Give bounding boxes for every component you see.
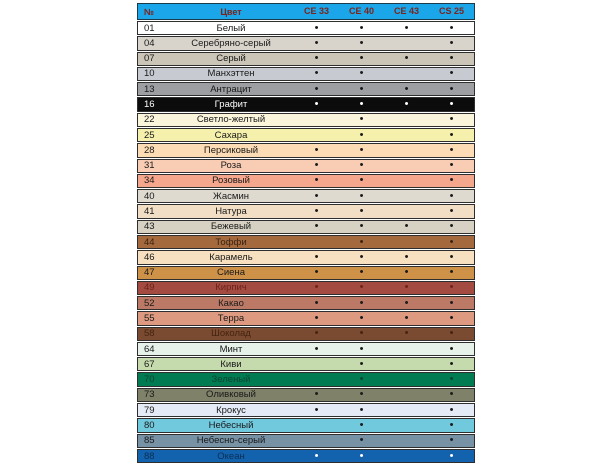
color-name: Розовый bbox=[212, 175, 250, 187]
color-name: Персиковый bbox=[203, 144, 259, 156]
availability-dot-ce33: • bbox=[314, 159, 319, 172]
table-row bbox=[137, 434, 475, 448]
availability-dot-cs25: • bbox=[449, 434, 454, 447]
availability-dot-ce40: • bbox=[359, 373, 364, 386]
row-number: 79 bbox=[144, 404, 155, 416]
availability-dot-ce33: • bbox=[314, 388, 319, 401]
availability-dot-ce33: • bbox=[314, 281, 319, 294]
availability-dot-ce33: • bbox=[314, 82, 319, 95]
color-name: Антрацит bbox=[210, 83, 252, 95]
availability-dot-ce43: • bbox=[404, 296, 409, 309]
color-name: Океан bbox=[217, 450, 245, 462]
availability-dot-cs25: • bbox=[449, 357, 454, 370]
availability-dot-ce33: • bbox=[314, 21, 319, 34]
color-name: Зеленый bbox=[211, 374, 251, 386]
table-row bbox=[137, 128, 475, 142]
table-row bbox=[137, 388, 475, 402]
row-number: 70 bbox=[144, 374, 155, 386]
availability-dot-ce40: • bbox=[359, 52, 364, 65]
availability-dot-ce40: • bbox=[359, 189, 364, 202]
availability-dot-cs25: • bbox=[449, 143, 454, 156]
row-number: 58 bbox=[144, 328, 155, 340]
row-number: 04 bbox=[144, 37, 155, 49]
availability-dot-cs25: • bbox=[449, 296, 454, 309]
table-row bbox=[137, 372, 475, 386]
table-row bbox=[137, 143, 475, 157]
availability-dot-ce33: • bbox=[314, 67, 319, 80]
row-number: 52 bbox=[144, 297, 155, 309]
header-cell-ce43: CE 43 bbox=[393, 6, 419, 16]
row-number: 34 bbox=[144, 175, 155, 187]
header-cell-color: Цвет bbox=[220, 6, 242, 17]
color-name: Кирпич bbox=[215, 282, 247, 294]
availability-dot-cs25: • bbox=[449, 388, 454, 401]
availability-dot-ce40: • bbox=[359, 67, 364, 80]
color-name: Минт bbox=[219, 343, 243, 355]
availability-dot-ce43: • bbox=[404, 281, 409, 294]
row-number: 44 bbox=[144, 236, 155, 248]
availability-dot-ce40: • bbox=[359, 113, 364, 126]
row-number: 67 bbox=[144, 358, 155, 370]
table-row bbox=[137, 113, 475, 127]
row-number: 01 bbox=[144, 22, 155, 34]
availability-dot-ce33: • bbox=[314, 449, 319, 462]
color-name: Сиена bbox=[217, 267, 245, 279]
availability-dot-cs25: • bbox=[449, 418, 454, 431]
color-palette-table bbox=[137, 3, 475, 463]
color-name: Небесный bbox=[208, 419, 254, 431]
table-row bbox=[137, 174, 475, 188]
color-name: Шоколад bbox=[211, 328, 251, 340]
row-number: 85 bbox=[144, 435, 155, 447]
availability-dot-ce33: • bbox=[314, 296, 319, 309]
availability-dot-ce40: • bbox=[359, 205, 364, 218]
availability-dot-cs25: • bbox=[449, 373, 454, 386]
availability-dot-ce40: • bbox=[359, 281, 364, 294]
header-cell-cs25: CS 25 bbox=[438, 6, 464, 16]
availability-dot-ce40: • bbox=[359, 342, 364, 355]
availability-dot-cs25: • bbox=[449, 311, 454, 324]
table-row bbox=[137, 189, 475, 203]
availability-dot-cs25: • bbox=[449, 21, 454, 34]
color-name: Карамель bbox=[209, 251, 253, 263]
availability-dot-cs25: • bbox=[449, 159, 454, 172]
row-number: 22 bbox=[144, 114, 155, 126]
table-row bbox=[137, 357, 475, 371]
availability-dot-ce40: • bbox=[359, 21, 364, 34]
table-row bbox=[137, 97, 475, 111]
color-name: Серебряно-серый bbox=[191, 37, 271, 49]
header-cell-ce33: CE 33 bbox=[303, 6, 329, 16]
availability-dot-ce40: • bbox=[359, 82, 364, 95]
availability-dot-ce40: • bbox=[359, 220, 364, 233]
availability-dot-ce40: • bbox=[359, 403, 364, 416]
table-row bbox=[137, 36, 475, 50]
header-cell-number: № bbox=[144, 6, 155, 17]
row-number: 10 bbox=[144, 68, 155, 80]
availability-dot-ce33: • bbox=[314, 98, 319, 111]
availability-dot-ce33: • bbox=[314, 266, 319, 279]
availability-dot-cs25: • bbox=[449, 449, 454, 462]
row-number: 41 bbox=[144, 206, 155, 218]
color-name: Манхэттен bbox=[207, 68, 255, 80]
color-name: Небесно-серый bbox=[196, 435, 266, 447]
availability-dot-ce40: • bbox=[359, 250, 364, 263]
table-row bbox=[137, 342, 475, 356]
table-row bbox=[137, 327, 475, 341]
availability-dot-ce33: • bbox=[314, 311, 319, 324]
row-number: 80 bbox=[144, 419, 155, 431]
availability-dot-cs25: • bbox=[449, 327, 454, 340]
availability-dot-cs25: • bbox=[449, 113, 454, 126]
color-name: Терра bbox=[217, 312, 245, 324]
availability-dot-ce33: • bbox=[314, 342, 319, 355]
availability-dot-ce33: • bbox=[314, 189, 319, 202]
table-row bbox=[137, 204, 475, 218]
availability-dot-ce40: • bbox=[359, 128, 364, 141]
availability-dot-ce33: • bbox=[314, 220, 319, 233]
row-number: 13 bbox=[144, 83, 155, 95]
color-name: Какао bbox=[218, 297, 244, 309]
availability-dot-ce43: • bbox=[404, 82, 409, 95]
color-name: Белый bbox=[216, 22, 246, 34]
row-number: 40 bbox=[144, 190, 155, 202]
table-row bbox=[137, 311, 475, 325]
availability-dot-ce40: • bbox=[359, 143, 364, 156]
color-name: Жасмин bbox=[213, 190, 249, 202]
availability-dot-ce33: • bbox=[314, 174, 319, 187]
color-name: Сахара bbox=[214, 129, 248, 141]
availability-dot-ce33: • bbox=[314, 403, 319, 416]
row-number: 49 bbox=[144, 282, 155, 294]
table-row bbox=[137, 21, 475, 35]
table-row bbox=[137, 235, 475, 249]
availability-dot-ce43: • bbox=[404, 250, 409, 263]
availability-dot-ce33: • bbox=[314, 52, 319, 65]
table-row bbox=[137, 67, 475, 81]
table-row bbox=[137, 281, 475, 295]
availability-dot-cs25: • bbox=[449, 266, 454, 279]
table-row bbox=[137, 418, 475, 432]
color-name: Серый bbox=[216, 53, 246, 65]
table-row bbox=[137, 449, 475, 463]
availability-dot-cs25: • bbox=[449, 82, 454, 95]
availability-dot-ce43: • bbox=[404, 311, 409, 324]
availability-dot-ce43: • bbox=[404, 98, 409, 111]
availability-dot-ce40: • bbox=[359, 434, 364, 447]
table-header bbox=[137, 3, 475, 20]
availability-dot-ce40: • bbox=[359, 98, 364, 111]
table-row bbox=[137, 220, 475, 234]
availability-dot-cs25: • bbox=[449, 128, 454, 141]
table-row bbox=[137, 296, 475, 310]
color-name: Графит bbox=[214, 99, 248, 111]
availability-dot-cs25: • bbox=[449, 174, 454, 187]
color-name: Тоффи bbox=[215, 236, 247, 248]
availability-dot-ce43: • bbox=[404, 21, 409, 34]
row-number: 88 bbox=[144, 450, 155, 462]
availability-dot-ce43: • bbox=[404, 266, 409, 279]
availability-dot-ce40: • bbox=[359, 357, 364, 370]
availability-dot-cs25: • bbox=[449, 67, 454, 80]
availability-dot-cs25: • bbox=[449, 281, 454, 294]
color-name: Роза bbox=[220, 160, 242, 172]
availability-dot-ce40: • bbox=[359, 296, 364, 309]
row-number: 28 bbox=[144, 144, 155, 156]
availability-dot-ce43: • bbox=[404, 220, 409, 233]
availability-dot-ce40: • bbox=[359, 418, 364, 431]
row-number: 07 bbox=[144, 53, 155, 65]
row-number: 55 bbox=[144, 312, 155, 324]
color-name: Киви bbox=[220, 358, 242, 370]
row-number: 16 bbox=[144, 99, 155, 111]
color-name: Крокус bbox=[216, 404, 246, 416]
availability-dot-ce40: • bbox=[359, 388, 364, 401]
table-row bbox=[137, 82, 475, 96]
availability-dot-cs25: • bbox=[449, 98, 454, 111]
availability-dot-ce33: • bbox=[314, 250, 319, 263]
availability-dot-ce40: • bbox=[359, 311, 364, 324]
availability-dot-cs25: • bbox=[449, 220, 454, 233]
row-number: 25 bbox=[144, 129, 155, 141]
availability-dot-ce40: • bbox=[359, 327, 364, 340]
availability-dot-cs25: • bbox=[449, 235, 454, 248]
header-cell-ce40: CE 40 bbox=[348, 6, 374, 16]
table-row bbox=[137, 159, 475, 173]
row-number: 46 bbox=[144, 251, 155, 263]
availability-dot-cs25: • bbox=[449, 205, 454, 218]
color-name: Бежевый bbox=[210, 221, 252, 233]
availability-dot-ce40: • bbox=[359, 36, 364, 49]
availability-dot-cs25: • bbox=[449, 403, 454, 416]
row-number: 64 bbox=[144, 343, 155, 355]
availability-dot-ce40: • bbox=[359, 174, 364, 187]
row-number: 47 bbox=[144, 267, 155, 279]
color-name: Натура bbox=[215, 206, 247, 218]
availability-dot-cs25: • bbox=[449, 52, 454, 65]
availability-dot-ce40: • bbox=[359, 449, 364, 462]
availability-dot-cs25: • bbox=[449, 342, 454, 355]
availability-dot-ce33: • bbox=[314, 143, 319, 156]
color-name: Светло-желтый bbox=[196, 114, 266, 126]
availability-dot-ce33: • bbox=[314, 205, 319, 218]
availability-dot-cs25: • bbox=[449, 250, 454, 263]
availability-dot-ce40: • bbox=[359, 159, 364, 172]
row-number: 31 bbox=[144, 160, 155, 172]
availability-dot-cs25: • bbox=[449, 36, 454, 49]
availability-dot-ce43: • bbox=[404, 327, 409, 340]
row-number: 43 bbox=[144, 221, 155, 233]
table-row bbox=[137, 266, 475, 280]
table-row bbox=[137, 403, 475, 417]
row-number: 73 bbox=[144, 389, 155, 401]
availability-dot-ce40: • bbox=[359, 235, 364, 248]
table-row bbox=[137, 250, 475, 264]
availability-dot-cs25: • bbox=[449, 189, 454, 202]
availability-dot-ce43: • bbox=[404, 52, 409, 65]
availability-dot-ce40: • bbox=[359, 266, 364, 279]
availability-dot-ce33: • bbox=[314, 36, 319, 49]
color-name: Оливковый bbox=[206, 389, 256, 401]
availability-dot-ce33: • bbox=[314, 327, 319, 340]
table-row bbox=[137, 52, 475, 66]
